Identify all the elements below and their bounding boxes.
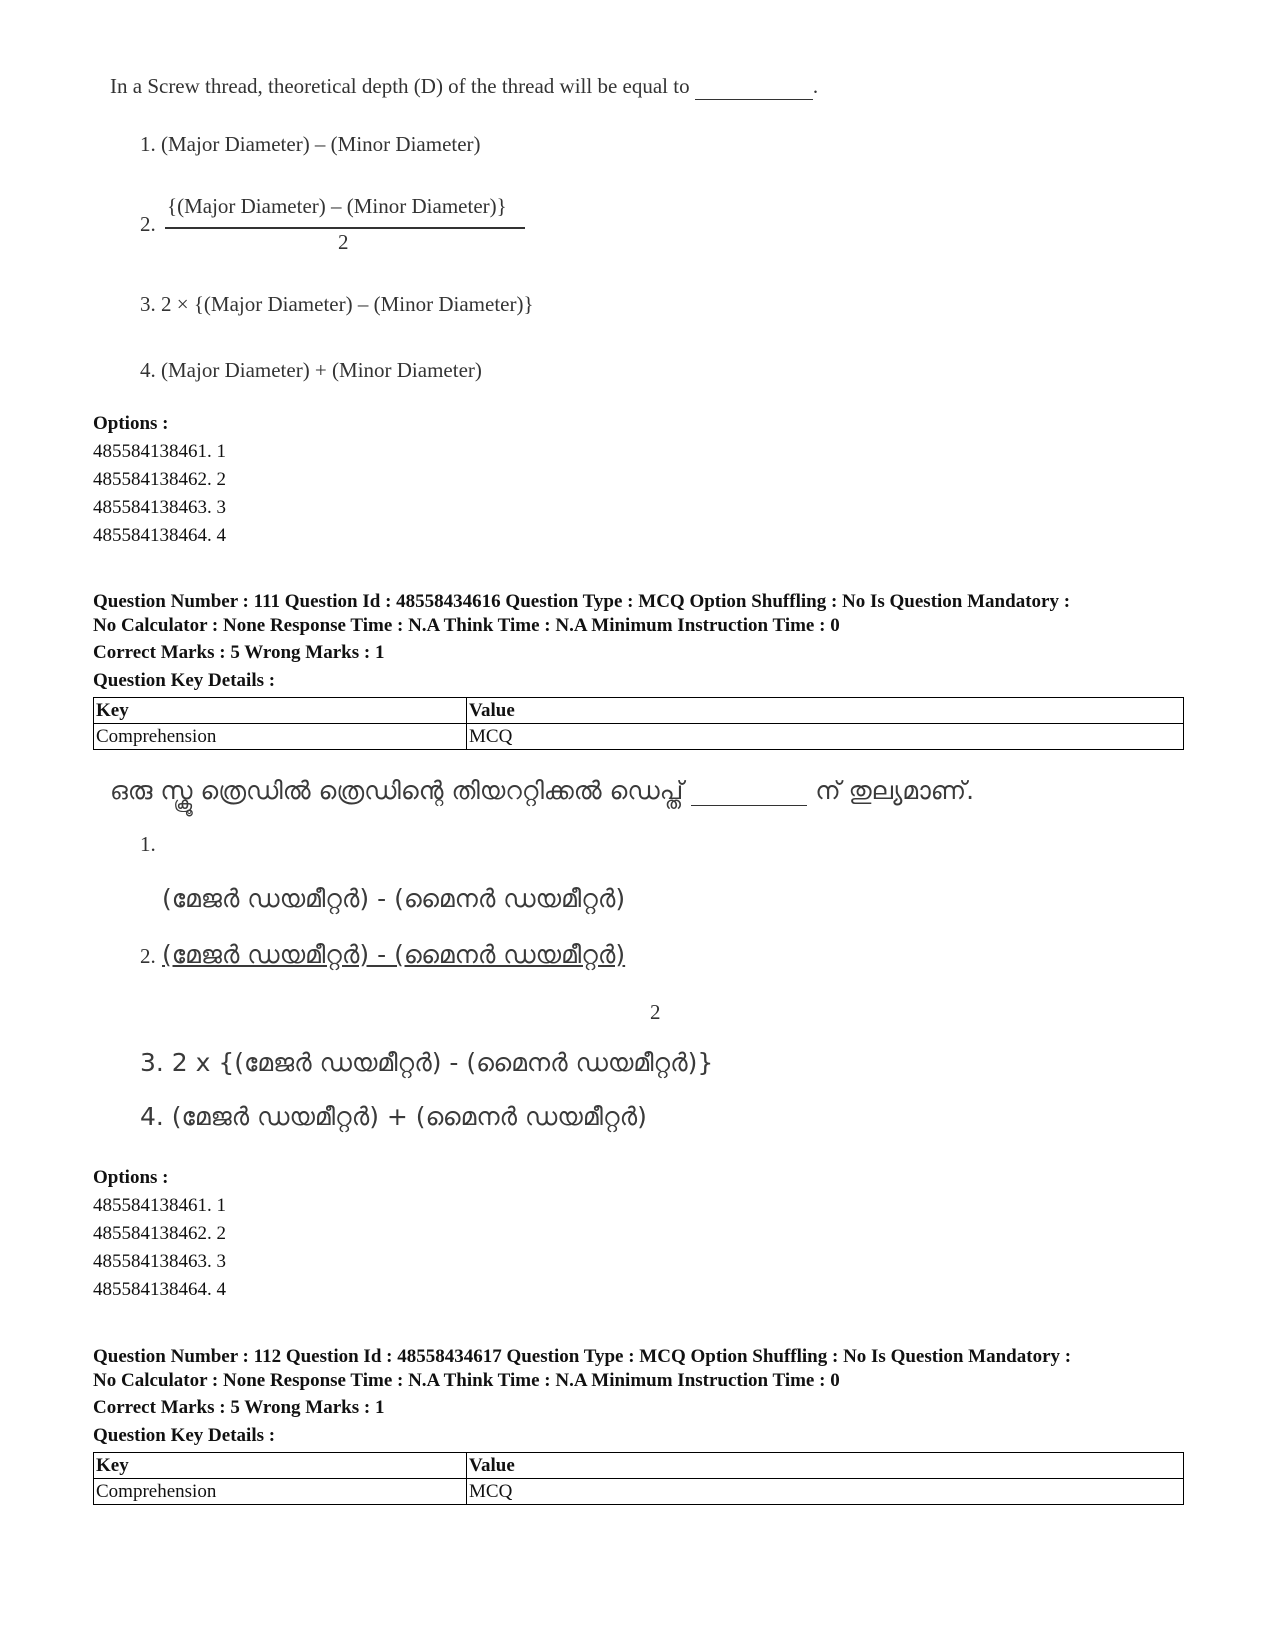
table-header-value: Value bbox=[467, 698, 1184, 724]
q112-header-line-1: Question Number : 112 Question Id : 48558434617 Question Type : MCQ Option Shuffling : No Is Question Mandatory : bbox=[93, 1346, 1072, 1367]
q111-header-line-1: Question Number : 111 Question Id : 48558434616 Question Type : MCQ Option Shuffling : No Is Question Mandatory : bbox=[93, 591, 1071, 612]
q110-option-3: 485584138463. 3 bbox=[93, 497, 226, 518]
q110-options-label: Options : bbox=[93, 413, 169, 434]
table-row bbox=[94, 724, 1184, 750]
q112-key-details-table bbox=[93, 1452, 1184, 1505]
q110-choice-1: 1. (Major Diameter) – (Minor Diameter) bbox=[140, 132, 481, 156]
q110-choice-3: 3. 2 × {(Major Diameter) – (Minor Diameter)} bbox=[140, 292, 534, 316]
table-cell-value: MCQ bbox=[467, 724, 1184, 750]
q110-option-1: 485584138461. 1 bbox=[93, 441, 226, 462]
q110-choice-2-numerator: {(Major Diameter) – (Minor Diameter)} bbox=[167, 194, 507, 218]
q110-stem-text: In a Screw thread, theoretical depth (D) of the thread will be equal to bbox=[110, 74, 690, 98]
table-cell-key: Comprehension bbox=[94, 1479, 467, 1505]
table-header-key: Key bbox=[94, 698, 467, 724]
table-header-key: Key bbox=[94, 1453, 467, 1479]
q111-stem-part-2: ന് തുല്യമാണ്. bbox=[815, 776, 975, 805]
q111-option-2: 485584138462. 2 bbox=[93, 1223, 226, 1244]
q111-answer-blank bbox=[691, 776, 807, 806]
q112-header-line-2: No Calculator : None Response Time : N.A Think Time : N.A Minimum Instruction Time : 0 bbox=[93, 1370, 840, 1391]
q111-choice-2-denominator: 2 bbox=[650, 1000, 661, 1024]
q111-choice-2-number: 2. bbox=[140, 944, 156, 968]
q111-choice-1: (മേജർ ഡയമീറ്റർ) - (മൈനർ ഡയമീറ്റർ) bbox=[162, 884, 626, 913]
q111-marks: Correct Marks : 5 Wrong Marks : 1 bbox=[93, 642, 385, 663]
q111-header-line-2: No Calculator : None Response Time : N.A Think Time : N.A Minimum Instruction Time : 0 bbox=[93, 615, 840, 636]
q112-key-details-label: Question Key Details : bbox=[93, 1425, 276, 1446]
q110-fraction-bar bbox=[165, 227, 525, 229]
q110-choice-4: 4. (Major Diameter) + (Minor Diameter) bbox=[140, 358, 482, 382]
q110-choice-2-denominator: 2 bbox=[338, 230, 349, 254]
table-row bbox=[94, 1479, 1184, 1505]
table-cell-key: Comprehension bbox=[94, 724, 467, 750]
q111-choice-2-numerator: (മേജർ ഡയമീറ്റർ) - (മൈനർ ഡയമീറ്റർ) bbox=[162, 940, 626, 969]
table-header-row bbox=[94, 1453, 1184, 1479]
q111-choice-4: 4. (മേജർ ഡയമീറ്റർ) + (മൈനർ ഡയമീറ്റർ) bbox=[140, 1102, 647, 1131]
q111-choice-3: 3. 2 x {(മേജർ ഡയമീറ്റർ) - (മൈനർ ഡയമീറ്റർ)} bbox=[140, 1048, 714, 1077]
q111-key-details-label: Question Key Details : bbox=[93, 670, 276, 691]
q112-marks: Correct Marks : 5 Wrong Marks : 1 bbox=[93, 1397, 385, 1418]
table-header-value: Value bbox=[467, 1453, 1184, 1479]
table-cell-value: MCQ bbox=[467, 1479, 1184, 1505]
q110-option-2: 485584138462. 2 bbox=[93, 469, 226, 490]
q111-choice-1-number: 1. bbox=[140, 832, 156, 856]
q111-key-details-table bbox=[93, 697, 1184, 750]
q111-option-4: 485584138464. 4 bbox=[93, 1279, 226, 1300]
table-header-row bbox=[94, 698, 1184, 724]
q111-option-1: 485584138461. 1 bbox=[93, 1195, 226, 1216]
q110-question-stem: In a Screw thread, theoretical depth (D) of the thread will be equal to . bbox=[110, 74, 819, 98]
q111-stem-part-1: ഒരു സ്ക്രൂ ത്രെഡിൽ ത്രെഡിന്റെ തിയററ്റിക്കൽ ഡെപ്ത് bbox=[110, 776, 684, 805]
q111-question-stem bbox=[110, 776, 974, 806]
q111-options-label: Options : bbox=[93, 1167, 169, 1188]
q111-option-3: 485584138463. 3 bbox=[93, 1251, 226, 1272]
q110-answer-blank bbox=[695, 74, 813, 100]
q110-choice-2-number: 2. bbox=[140, 212, 156, 236]
q110-option-4: 485584138464. 4 bbox=[93, 525, 226, 546]
